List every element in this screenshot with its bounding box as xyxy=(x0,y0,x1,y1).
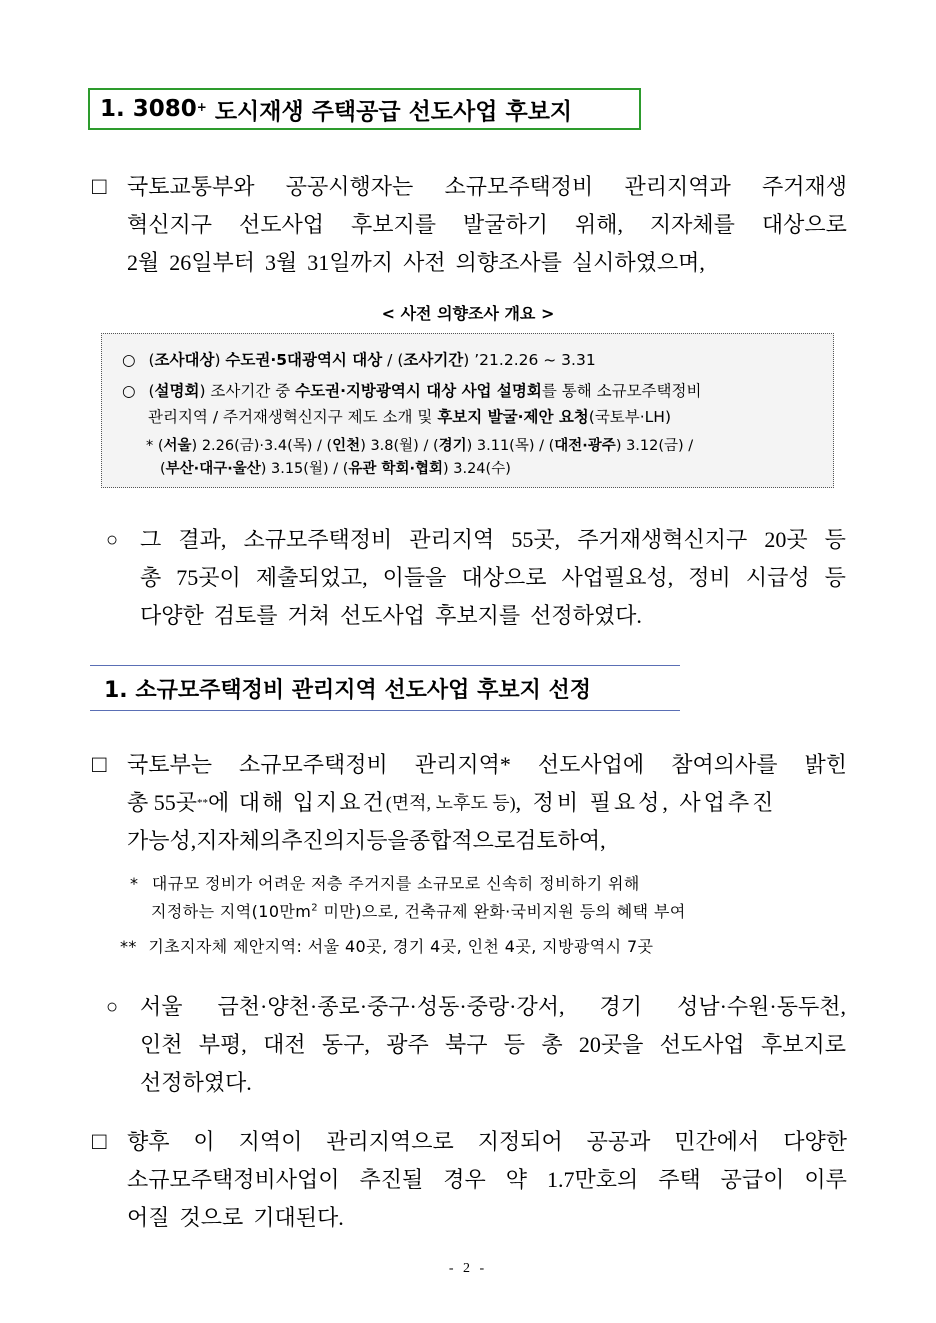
word: 지역이 xyxy=(238,1129,303,1154)
word: 선도사업에 xyxy=(537,752,645,777)
word: 지자체의 xyxy=(196,828,282,853)
word: 후보지를 xyxy=(435,603,521,628)
word: 다양한 xyxy=(140,603,204,628)
word: 의향조사를 xyxy=(455,250,562,275)
word: 민간에서 xyxy=(674,1129,760,1154)
word: 실시하였으며, xyxy=(571,250,705,275)
word: 약 xyxy=(505,1167,527,1192)
text: ) xyxy=(214,351,226,369)
word: 경기 xyxy=(599,994,643,1019)
word: 가능성, xyxy=(127,828,197,853)
checkbox-marker: □ xyxy=(92,174,107,200)
word: 이들을 xyxy=(382,565,447,590)
bold-text: 대전·광주 xyxy=(554,438,616,454)
word: 혁신지구 xyxy=(127,212,213,237)
paragraph-4 xyxy=(140,988,846,1102)
word: 서울 xyxy=(140,994,183,1019)
word: 것으로 xyxy=(179,1205,244,1230)
word: 위해, xyxy=(574,212,623,237)
word: 대상으로 xyxy=(761,212,847,237)
page-number: - 2 - xyxy=(448,1261,488,1276)
paragraph-1 xyxy=(127,168,847,282)
bold-text: 조사대상 xyxy=(154,351,215,369)
word: 2월 xyxy=(127,250,160,275)
word: 관리지역* xyxy=(414,752,511,777)
bold-text: 수도권·5대광역시 대상 xyxy=(225,351,383,369)
text: ) 3.15(월) / ( xyxy=(260,461,349,477)
word: 26일부터 xyxy=(169,250,256,275)
summary-row-2 xyxy=(122,379,701,401)
word: 부평, xyxy=(198,1032,247,1057)
word: 후보지로 xyxy=(760,1032,846,1057)
word: 지자체를 xyxy=(649,212,735,237)
bold-text: 설명회 xyxy=(154,382,200,400)
footnote-1 xyxy=(130,871,640,894)
word: 광주 xyxy=(386,1032,429,1057)
word: 총 xyxy=(140,565,162,590)
text: 대규모 정비가 어려운 저층 주거지를 소규모로 신속히 정비하기 위해 xyxy=(151,874,640,893)
word: 소규모주택정비사업이 xyxy=(127,1167,340,1192)
paragraph-line xyxy=(127,1161,847,1199)
footnote-1-cont xyxy=(151,899,686,922)
text: ( xyxy=(148,382,155,400)
text: / ( xyxy=(382,351,404,369)
summary-caption: < 사전 의향조사 개요 > xyxy=(381,304,555,323)
summary-row-4 xyxy=(146,434,693,455)
word: 1.7만호의 xyxy=(546,1167,639,1192)
word: 20곳을 xyxy=(578,1032,644,1057)
section-heading-1 xyxy=(88,88,641,130)
summary-row-5 xyxy=(160,457,511,478)
text: 지정하는 지역(10만m xyxy=(151,902,312,921)
text: ) 3.24(수) xyxy=(442,461,511,477)
word: 그 xyxy=(140,527,162,552)
word: 추진의지 xyxy=(281,828,367,853)
word: 종합적으로 xyxy=(408,828,516,853)
word: 선정하였다. xyxy=(140,1070,252,1095)
word: 3월 xyxy=(265,250,298,275)
bold-text: 수도권·지방광역시 대상 사업 설명회 xyxy=(295,382,542,400)
word: 정비 xyxy=(688,565,731,590)
footnote-mark: ** xyxy=(120,937,137,956)
superscript: 2 xyxy=(311,902,319,914)
bold-text: 후보지 발굴·제안 요청 xyxy=(437,408,589,426)
word: 성남·수원·동두천, xyxy=(677,994,846,1019)
word: 금천·양천·종로·중구·성동·중랑·강서, xyxy=(217,994,565,1019)
bold-text: 서울 xyxy=(163,438,192,454)
word: 밝힌 xyxy=(804,752,847,777)
bold-text: 조사기간 xyxy=(403,351,464,369)
word: 소규모주택정비 xyxy=(444,174,594,199)
word: 추진될 xyxy=(359,1167,424,1192)
text: (면적, 노후도 등) xyxy=(385,793,516,813)
footnote-2 xyxy=(120,934,653,957)
word: 등을 xyxy=(366,828,409,853)
word: 대상으로 xyxy=(461,565,547,590)
word: 55곳, xyxy=(511,527,561,552)
text: 를 통해 소규모주택정비 xyxy=(541,382,702,400)
checkbox-marker: □ xyxy=(92,752,107,778)
text: ( xyxy=(160,461,166,477)
text: ) 3.11(목) / ( xyxy=(466,438,555,454)
word: 소규모주택정비 xyxy=(243,527,393,552)
text: ) 2.26(금)·3.4(목) / ( xyxy=(191,438,333,454)
paragraph-5 xyxy=(127,1123,847,1237)
word: 기대된다. xyxy=(253,1205,344,1230)
paragraph-line xyxy=(140,1064,846,1102)
text: 기초지자체 제안지역: 서울 40곳, 경기 4곳, 인천 4곳, 지방광역시 7곳 xyxy=(148,937,654,956)
paragraph-line xyxy=(140,988,846,1026)
word: 등 xyxy=(503,1032,526,1057)
paragraph-line xyxy=(127,244,847,282)
text: ) ’21.2.26 ~ 3.31 xyxy=(463,351,596,369)
checkbox-marker: □ xyxy=(92,1129,107,1155)
word: 등 xyxy=(824,527,846,552)
bold-text: 경기 xyxy=(438,438,467,454)
word: 거쳐 xyxy=(287,603,331,628)
text: * ( xyxy=(146,438,164,454)
heading-rest: 도시재생 주택공급 선도사업 후보지 xyxy=(206,98,573,125)
word: 31일까지 xyxy=(307,250,394,275)
text: ) 조사기간 중 xyxy=(199,382,296,400)
heading-prefix: 1. 3080 xyxy=(100,96,197,122)
word: 어질 xyxy=(127,1205,170,1230)
word: 주거재생혁신지구 xyxy=(577,527,748,552)
paragraph-line xyxy=(140,559,846,597)
word: 총 xyxy=(541,1032,563,1057)
word: 검토하여, xyxy=(515,828,606,853)
word: 다양한 xyxy=(783,1129,847,1154)
word: 경우 xyxy=(443,1167,486,1192)
word: 선도사업 xyxy=(340,603,426,628)
bullet: ○ xyxy=(122,351,136,369)
paragraph-line xyxy=(127,206,847,244)
word: 선도사업 xyxy=(238,212,324,237)
word: 사전 xyxy=(403,250,446,275)
text: 총 55곳 xyxy=(127,790,198,815)
word: 주거재생 xyxy=(761,174,847,199)
word: 후보지를 xyxy=(350,212,436,237)
paragraph-2 xyxy=(140,521,846,635)
paragraph-line xyxy=(127,168,847,206)
word: 주택 xyxy=(658,1167,701,1192)
paragraph-line xyxy=(127,1123,847,1161)
bold-text: 인천 xyxy=(332,438,361,454)
word: 선도사업 xyxy=(659,1032,745,1057)
word: 75곳이 xyxy=(176,565,241,590)
summary-row-3 xyxy=(148,405,671,427)
word: 참여의사를 xyxy=(671,752,778,777)
text: , 정비 필요성, 사업추진 xyxy=(515,790,777,815)
word: 사업필요성, xyxy=(561,565,674,590)
paragraph-line xyxy=(140,1026,846,1064)
text: ) 3.12(금) / xyxy=(615,438,694,454)
word: 북구 xyxy=(444,1032,488,1057)
word: 등 xyxy=(824,565,846,590)
word: 대전 xyxy=(263,1032,306,1057)
word: 공공시행자는 xyxy=(285,174,414,199)
word: 국토교통부와 xyxy=(127,174,255,199)
word: 관리지역과 xyxy=(624,174,731,199)
text: 에 대해 입지요건 xyxy=(208,790,386,815)
summary-row-1 xyxy=(122,348,596,370)
text: (국토부·LH) xyxy=(588,408,672,426)
word: 발굴하기 xyxy=(462,212,548,237)
word: 선정하였다. xyxy=(530,603,642,628)
paragraph-line xyxy=(140,521,846,559)
word: 관리지역으로 xyxy=(326,1129,454,1154)
paragraph-3 xyxy=(127,746,847,860)
paragraph-line xyxy=(127,1199,847,1237)
word: 지정되어 xyxy=(477,1129,563,1154)
word: 동구, xyxy=(321,1032,370,1057)
text: 미만)으로, 건축규제 완화·국비지원 등의 혜택 부여 xyxy=(318,902,686,921)
word: 시급성 xyxy=(745,565,810,590)
paragraph-line xyxy=(127,784,847,822)
word: 이 xyxy=(193,1129,215,1154)
word: 결과, xyxy=(178,527,227,552)
paragraph-line xyxy=(127,746,847,784)
word: 인천 xyxy=(140,1032,183,1057)
word: 관리지역 xyxy=(409,527,495,552)
heading-sup: + xyxy=(196,100,207,114)
word: 20곳 xyxy=(764,527,808,552)
paragraph-line xyxy=(140,597,846,635)
section-heading-2: 1. 소규모주택정비 관리지역 선도사업 후보지 선정 xyxy=(90,665,680,711)
text: 관리지역 / 주거재생혁신지구 제도 소개 및 xyxy=(148,408,438,426)
footnote-mark: ** xyxy=(197,797,209,809)
word: 소규모주택정비 xyxy=(239,752,388,777)
word: 공공과 xyxy=(586,1129,651,1154)
word: 검토를 xyxy=(213,603,278,628)
bullet: ○ xyxy=(122,382,136,400)
word: 향후 xyxy=(127,1129,170,1154)
bold-text: 유관 학회·협회 xyxy=(348,461,443,477)
summary-box xyxy=(101,333,834,488)
circle-bullet: ○ xyxy=(106,996,119,1018)
text: ) 3.8(월) / ( xyxy=(360,438,439,454)
circle-bullet: ○ xyxy=(106,529,119,551)
text: ( xyxy=(148,351,155,369)
footnote-mark: * xyxy=(130,874,139,893)
word: 이루 xyxy=(804,1167,847,1192)
word: 공급이 xyxy=(720,1167,785,1192)
paragraph-line xyxy=(127,822,847,860)
bold-text: 부산·대구·울산 xyxy=(165,461,261,477)
word: 제출되었고, xyxy=(255,565,368,590)
word: 국토부는 xyxy=(127,752,213,777)
